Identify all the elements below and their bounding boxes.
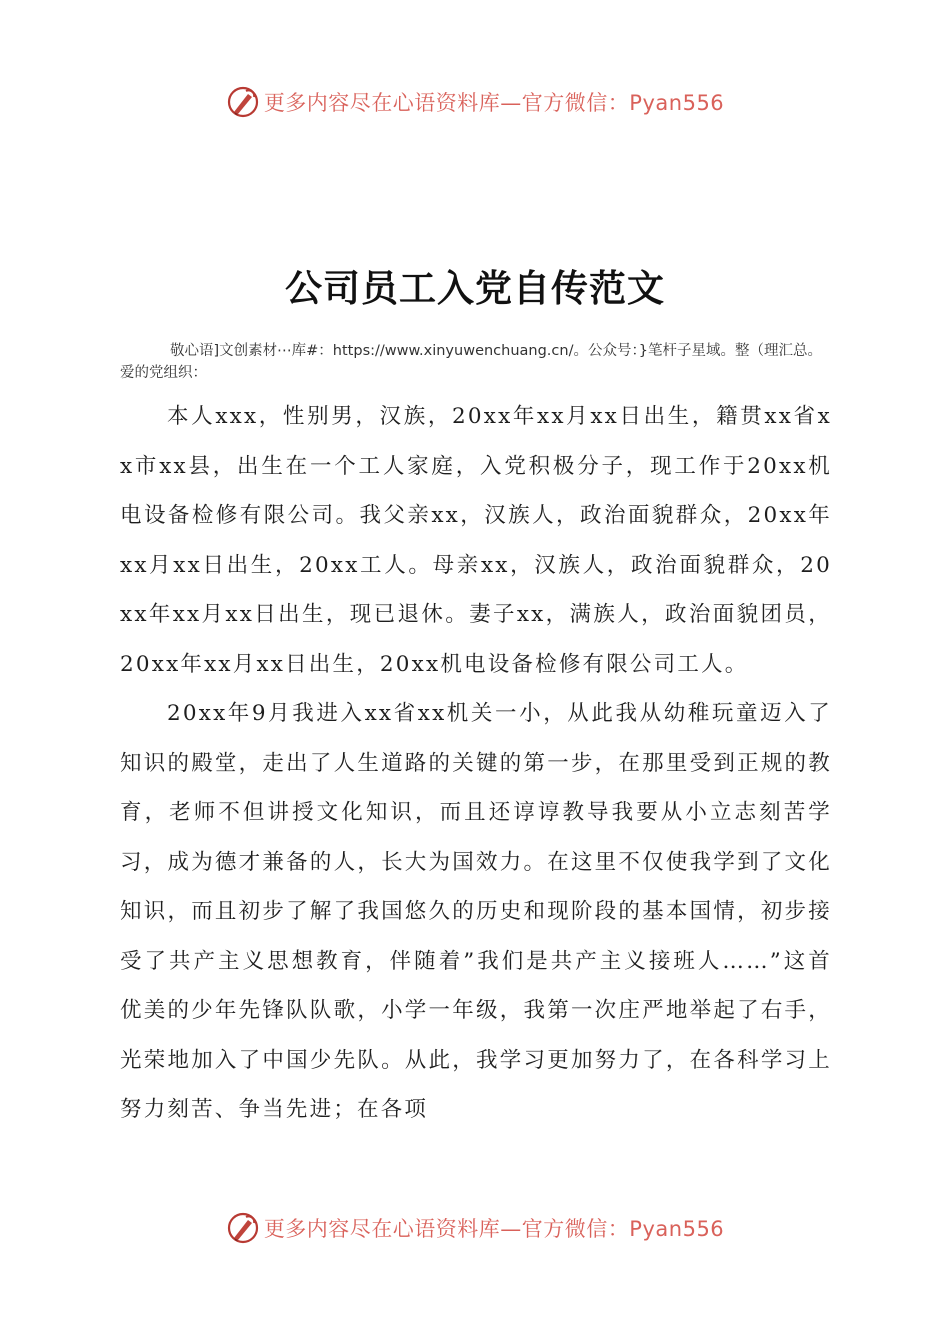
footer-watermark-text: 更多内容尽在心语资料库—官方微信：Pyan556	[263, 1217, 725, 1241]
header-watermark-banner	[0, 82, 950, 122]
header-watermark-text: 更多内容尽在心语资料库—官方微信：Pyan556	[263, 91, 725, 115]
document-title: 公司员工入党自传范文	[285, 266, 665, 310]
body-paragraph: 本人xxx，性别男，汉族，20xx年xx月xx日出生，籍贯xx省xx市xx县，出生在一个工人家庭，入党积极分子，现工作于20xx机电设备检修有限公司。我父亲xx，汉族人，政治面貌群众，20xx年xx月xx日出生，20xx工人。母亲xx，汉族人，政治面貌群众，20xx年xx月xx日出生，现已退休。妻子xx，满族人，政治面貌团员，20xx年xx月xx日出生，20xx机电设备检修有限公司工人。	[120, 404, 832, 677]
document-body	[120, 392, 832, 1135]
source-note: 敬心语]文创素材⋯库#：https://www.xinyuwenchuang.cn/。公众号：}笔杆子星域。整（理汇总。爱的党组织：	[120, 343, 822, 381]
pen-logo-icon	[226, 1211, 260, 1245]
pen-logo-icon	[226, 85, 260, 119]
body-paragraph: 20xx年9月我进入xx省xx机关一小，从此我从幼稚玩童迈入了知识的殿堂，走出了人生道路的关键的第一步，在那里受到正规的教育，老师不但讲授文化知识，而且还谆谆教导我要从小立志刻苦学习，成为德才兼备的人，长大为国效力。在这里不仅使我学到了文化知识，而且初步了解了我国悠久的历史和现阶段的基本国情，初步接受了共产主义思想教育，伴随着”我们是共产主义接班人……”这首优美的少年先锋队队歌，小学一年级，我第一次庄严地举起了右手，光荣地加入了中国少先队。从此，我学习更加努力了，在各科学习上努力刻苦、争当先进；在各项	[120, 701, 832, 1122]
footer-watermark-banner	[0, 1208, 950, 1248]
